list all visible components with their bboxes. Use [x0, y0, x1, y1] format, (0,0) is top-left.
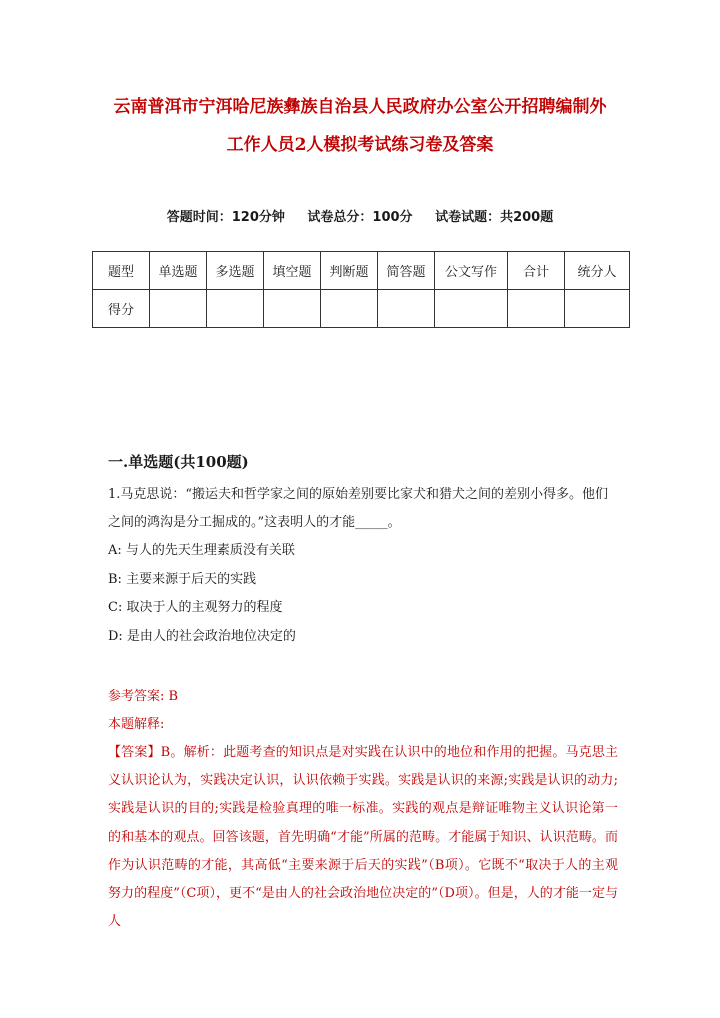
page-title: [80, 88, 640, 164]
question-stem: 1.马克思说：“搬运夫和哲学家之间的原始差别要比家犬和猎犬之间的差别小得多。他们之间的鸿沟是分工掘成的。”这表明人的才能_____。: [108, 487, 609, 530]
score-cell: [508, 290, 565, 328]
score-header-cell: 单选题: [150, 252, 207, 290]
score-cell: [435, 290, 508, 328]
score-header-cell: 公文写作: [435, 252, 508, 290]
exam-time: 答题时间：120分钟: [166, 210, 285, 225]
option-b: B: 主要来源于后天的实践: [108, 571, 257, 587]
score-header-cell: 多选题: [207, 252, 264, 290]
score-header-cell: 判断题: [321, 252, 378, 290]
option-d: D: 是由人的社会政治地位决定的: [108, 628, 296, 644]
score-header-cell: 统分人: [565, 252, 630, 290]
option-a: A: 与人的先天生理素质没有关联: [108, 543, 295, 558]
option-c: C: 取决于人的主观努力的程度: [108, 600, 283, 615]
score-table-score-row: [93, 290, 630, 328]
explanation-label: 本题解释:: [108, 717, 165, 732]
score-cell: [264, 290, 321, 328]
section-title: 一.单选题(共100题): [108, 453, 249, 471]
score-header-cell: 填空题: [264, 252, 321, 290]
page-title-line2: 工作人员2人模拟考试练习卷及答案: [226, 135, 494, 155]
answer-block: [108, 683, 618, 936]
reference-answer: 参考答案: B: [108, 689, 179, 704]
score-cell: [378, 290, 435, 328]
score-header-cell: 题型: [93, 252, 150, 290]
explanation-text: 【答案】B。解析：此题考查的知识点是对实践在认识中的地位和作用的把握。马克思主义认识论认为，实践决定认识，认识依赖于实践。实践是认识的来源;实践是认识的动力;实践是认识的目的;实践是检验真理的唯一标准。实践的观点是辩证唯物主义认识论第一的和基本的观点。回答该题，首先明确“才能”所属的范畴。才能属于知识、认识范畴。而作为认识范畴的才能，其高低“主要来源于后天的实践”（B项）。它既不“取决于人的主观努力的程度”（C项），更不“是由人的社会政治地位决定的”（D项）。但是，人的才能一定与人: [108, 745, 618, 930]
page-title-line1: 云南普洱市宁洱哈尼族彝族自治县人民政府办公室公开招聘编制外: [113, 97, 607, 117]
exam-question-count: 试卷试题：共200题: [435, 210, 554, 225]
score-table-header-row: [93, 252, 630, 290]
score-row-label: 得分: [93, 290, 150, 328]
exam-info: [0, 206, 720, 225]
score-cell: [207, 290, 264, 328]
score-table: [92, 251, 630, 328]
score-cell: [565, 290, 630, 328]
score-cell: [150, 290, 207, 328]
question-1: [108, 481, 618, 651]
score-header-cell: 简答题: [378, 252, 435, 290]
score-header-cell: 合计: [508, 252, 565, 290]
score-cell: [321, 290, 378, 328]
exam-total-score: 试卷总分：100分: [307, 210, 413, 225]
